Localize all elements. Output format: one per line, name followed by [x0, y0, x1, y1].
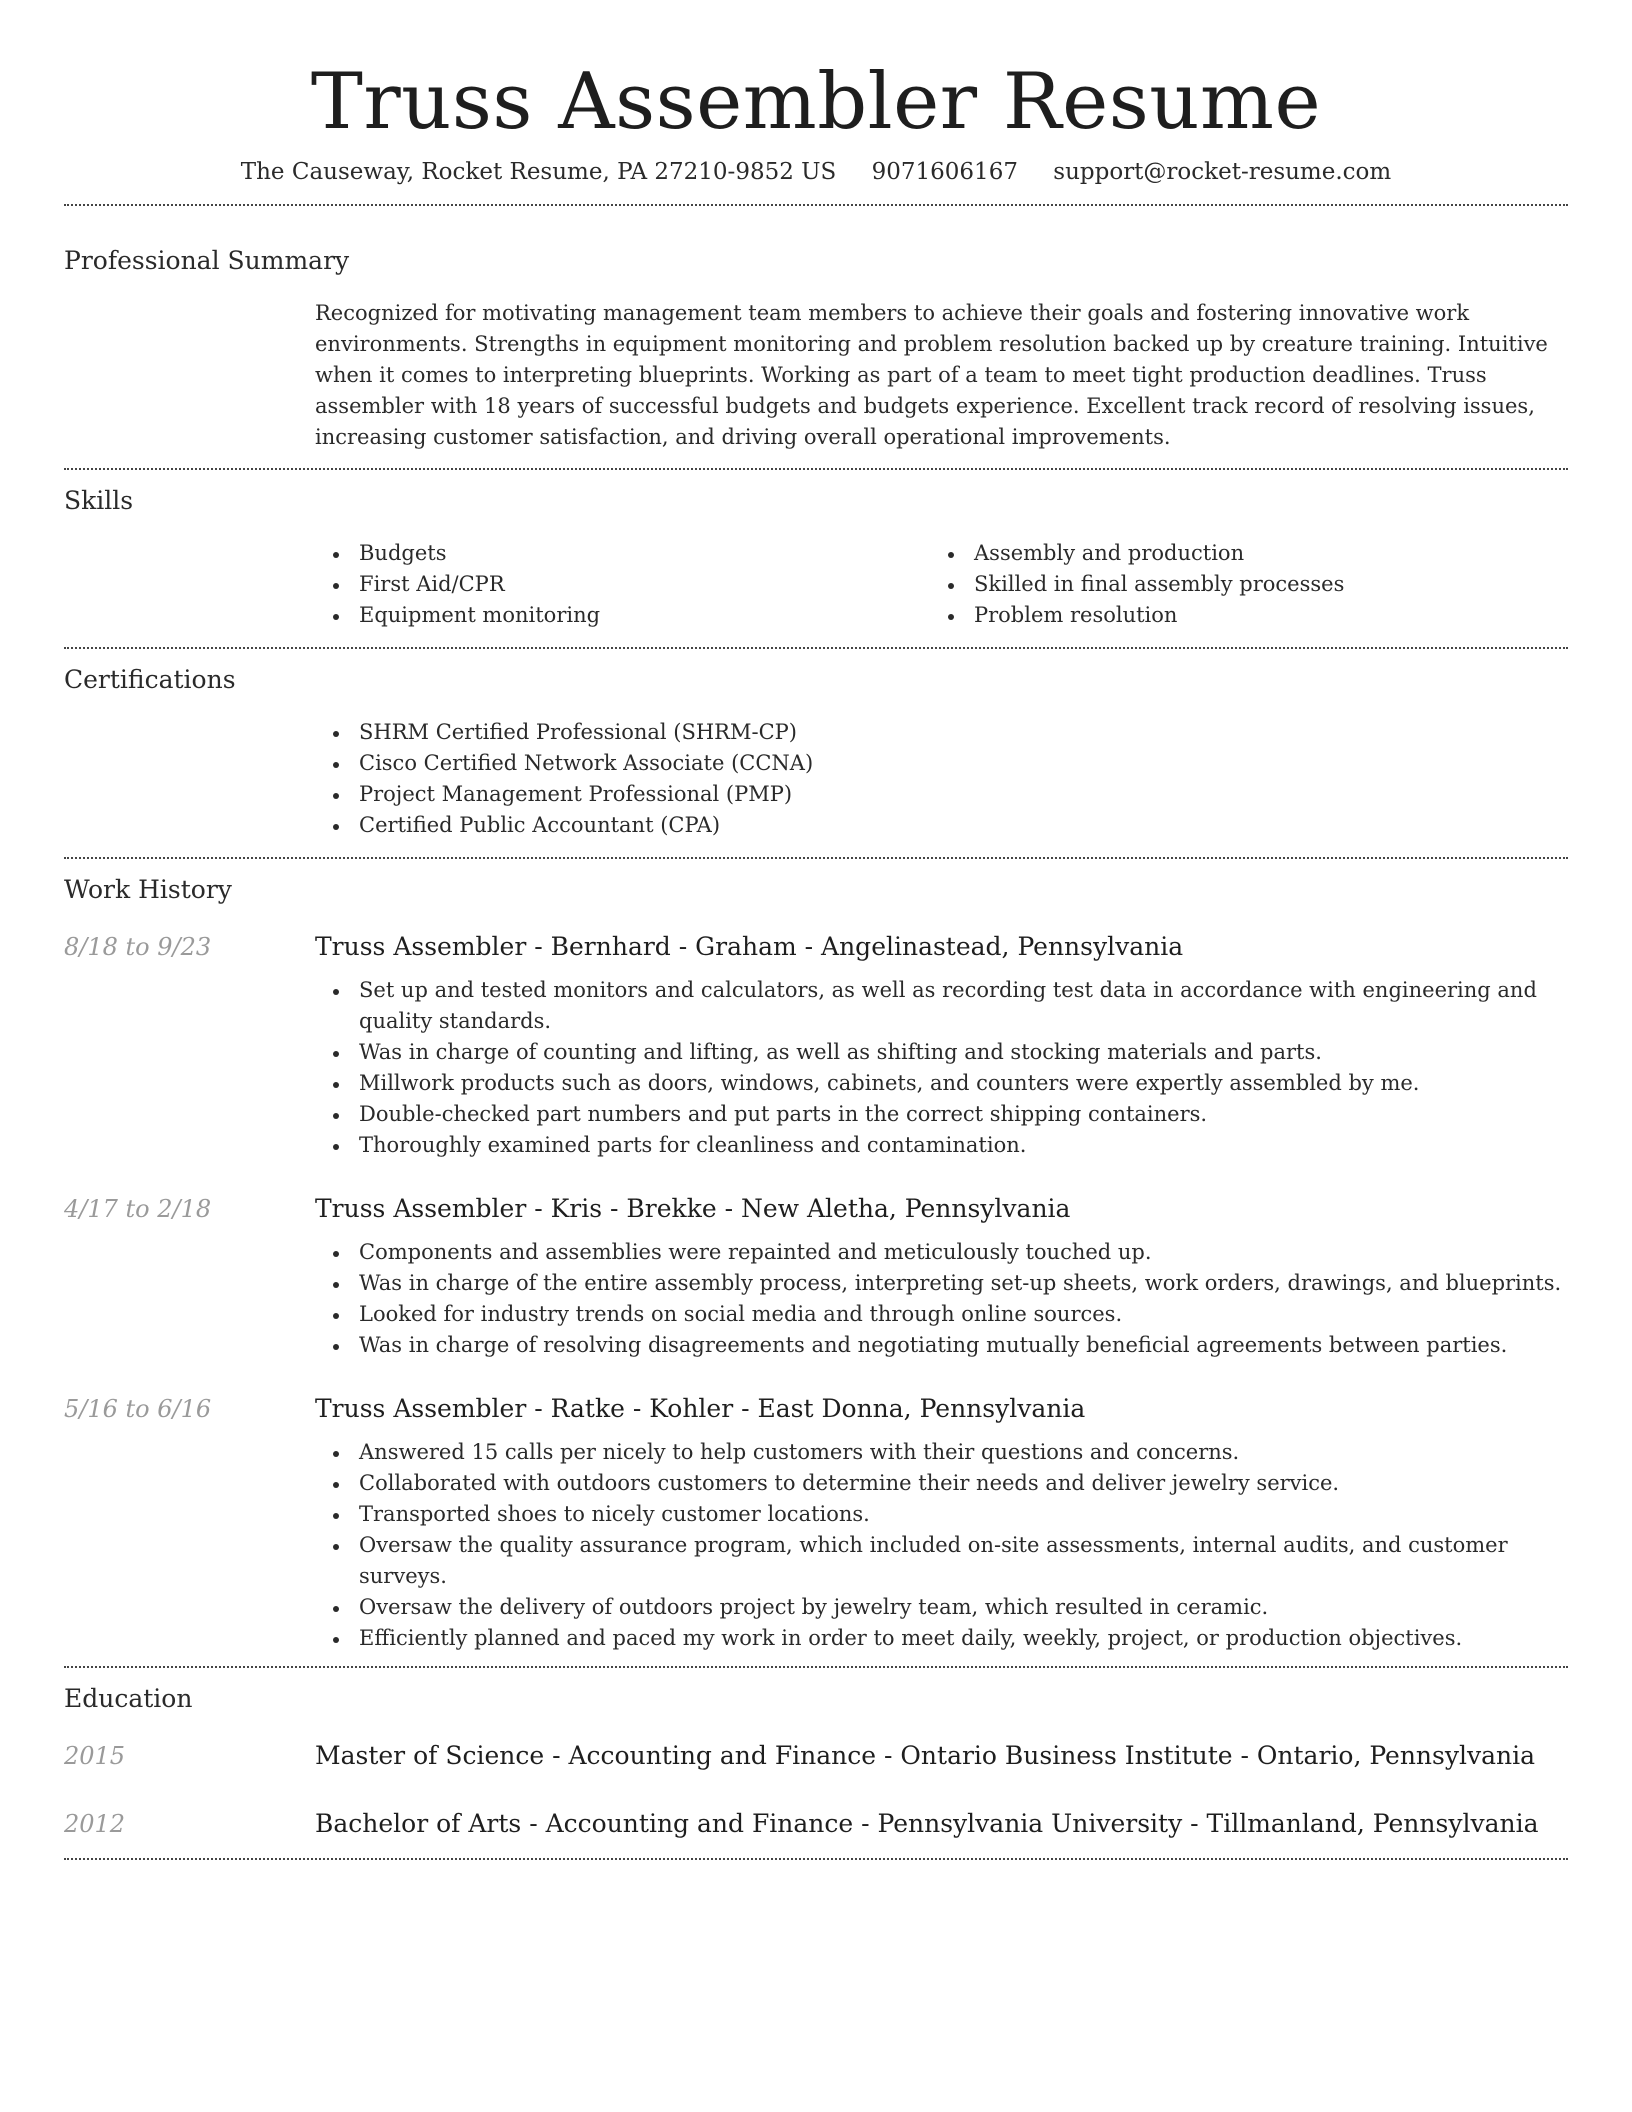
education-entry	[64, 1736, 1568, 1776]
education-heading: Education	[64, 1684, 193, 1713]
list-item: Assembly and production	[930, 538, 1545, 569]
list-item: Millwork products such as doors, windows, cabinets, and counters were expertly assembled by me.	[315, 1068, 1568, 1099]
resume-page	[64, 0, 1568, 1860]
list-item: Answered 15 calls per nicely to help customers with their questions and concerns.	[315, 1437, 1568, 1468]
certifications-list	[315, 717, 1568, 841]
work-history-heading: Work History	[64, 875, 232, 904]
list-item: Collaborated with outdoors customers to determine their needs and deliver jewelry service.	[315, 1468, 1568, 1499]
list-item: Was in charge of the entire assembly process, interpreting set-up sheets, work orders, drawings, and blueprints.	[315, 1268, 1568, 1299]
job-title: Truss Assembler - Bernhard - Graham - Angelinastead, Pennsylvania	[315, 932, 1184, 961]
list-item: Project Management Professional (PMP)	[315, 779, 1568, 810]
certifications-section	[64, 649, 1568, 841]
education-year: 2015	[64, 1742, 126, 1770]
job-entry	[64, 1389, 1568, 1654]
skills-list-right	[930, 538, 1545, 631]
job-title: Truss Assembler - Kris - Brekke - New Aletha, Pennsylvania	[315, 1194, 1071, 1223]
skills-list-left	[315, 538, 930, 631]
divider	[64, 1858, 1568, 1860]
list-item: Certified Public Accountant (CPA)	[315, 810, 1568, 841]
education-entry	[64, 1804, 1568, 1844]
summary-section	[64, 206, 1568, 453]
job-entry	[64, 1189, 1568, 1361]
list-item: Efficiently planned and paced my work in order to meet daily, weekly, project, or production objectives.	[315, 1623, 1568, 1654]
list-item: Set up and tested monitors and calculators, as well as recording test data in accordance with engineering and quality standards.	[315, 975, 1568, 1037]
skills-heading: Skills	[64, 486, 134, 515]
list-item: Was in charge of resolving disagreements and negotiating mutually beneficial agreements between parties.	[315, 1330, 1568, 1361]
list-item: Oversaw the quality assurance program, which included on-site assessments, internal audits, and customer surveys.	[315, 1530, 1568, 1592]
list-item: Double-checked part numbers and put parts in the correct shipping containers.	[315, 1099, 1568, 1130]
contact-line	[64, 150, 1568, 200]
list-item: Oversaw the delivery of outdoors project by jewelry team, which resulted in ceramic.	[315, 1592, 1568, 1623]
certifications-heading: Certifications	[64, 665, 236, 694]
education-title: Master of Science - Accounting and Finance - Ontario Business Institute - Ontario, Pennsylvania	[315, 1741, 1536, 1770]
education-title: Bachelor of Arts - Accounting and Finance - Pennsylvania University - Tillmanland, Pennsylvania	[315, 1809, 1539, 1838]
summary-text: Recognized for motivating management team members to achieve their goals and fostering innovative work environments. Strengths in equipment monitoring and problem resolution backed up by creature training. Intuitive when it comes to interpreting blueprints. Working as part of a team to meet tight production deadlines. Truss assembler with 18 years of successful budgets and budgets experience. Excellent track record of resolving issues, increasing customer satisfaction, and driving overall operational improvements.	[315, 301, 1548, 449]
education-year: 2012	[64, 1810, 126, 1838]
job-bullets	[315, 1437, 1568, 1654]
list-item: Thoroughly examined parts for cleanliness and contamination.	[315, 1130, 1568, 1161]
job-bullets	[315, 1237, 1568, 1361]
list-item: Components and assemblies were repainted and meticulously touched up.	[315, 1237, 1568, 1268]
job-bullets	[315, 975, 1568, 1161]
list-item: Problem resolution	[930, 600, 1545, 631]
contact-phone: 9071606167	[871, 159, 1018, 185]
list-item: Looked for industry trends on social media and through online sources.	[315, 1299, 1568, 1330]
contact-address: The Causeway, Rocket Resume, PA 27210-9852 US	[240, 159, 837, 185]
list-item: SHRM Certified Professional (SHRM-CP)	[315, 717, 1568, 748]
list-item: Cisco Certified Network Associate (CCNA)	[315, 748, 1568, 779]
resume-title: Truss Assembler Resume	[310, 57, 1322, 147]
job-entry	[64, 927, 1568, 1161]
summary-heading: Professional Summary	[64, 246, 350, 275]
list-item: Transported shoes to nicely customer locations.	[315, 1499, 1568, 1530]
list-item: Equipment monitoring	[315, 600, 930, 631]
list-item: Budgets	[315, 538, 930, 569]
education-section	[64, 1668, 1568, 1844]
list-item: Skilled in final assembly processes	[930, 569, 1545, 600]
list-item: Was in charge of counting and lifting, as well as shifting and stocking materials and parts.	[315, 1037, 1568, 1068]
work-history-section	[64, 859, 1568, 1654]
job-dates: 5/16 to 6/16	[64, 1395, 212, 1423]
skills-section	[64, 470, 1568, 631]
job-dates: 4/17 to 2/18	[64, 1195, 212, 1223]
job-dates: 8/18 to 9/23	[64, 933, 212, 961]
contact-email: support@rocket-resume.com	[1053, 159, 1392, 185]
job-title: Truss Assembler - Ratke - Kohler - East Donna, Pennsylvania	[315, 1394, 1086, 1423]
list-item: First Aid/CPR	[315, 569, 930, 600]
